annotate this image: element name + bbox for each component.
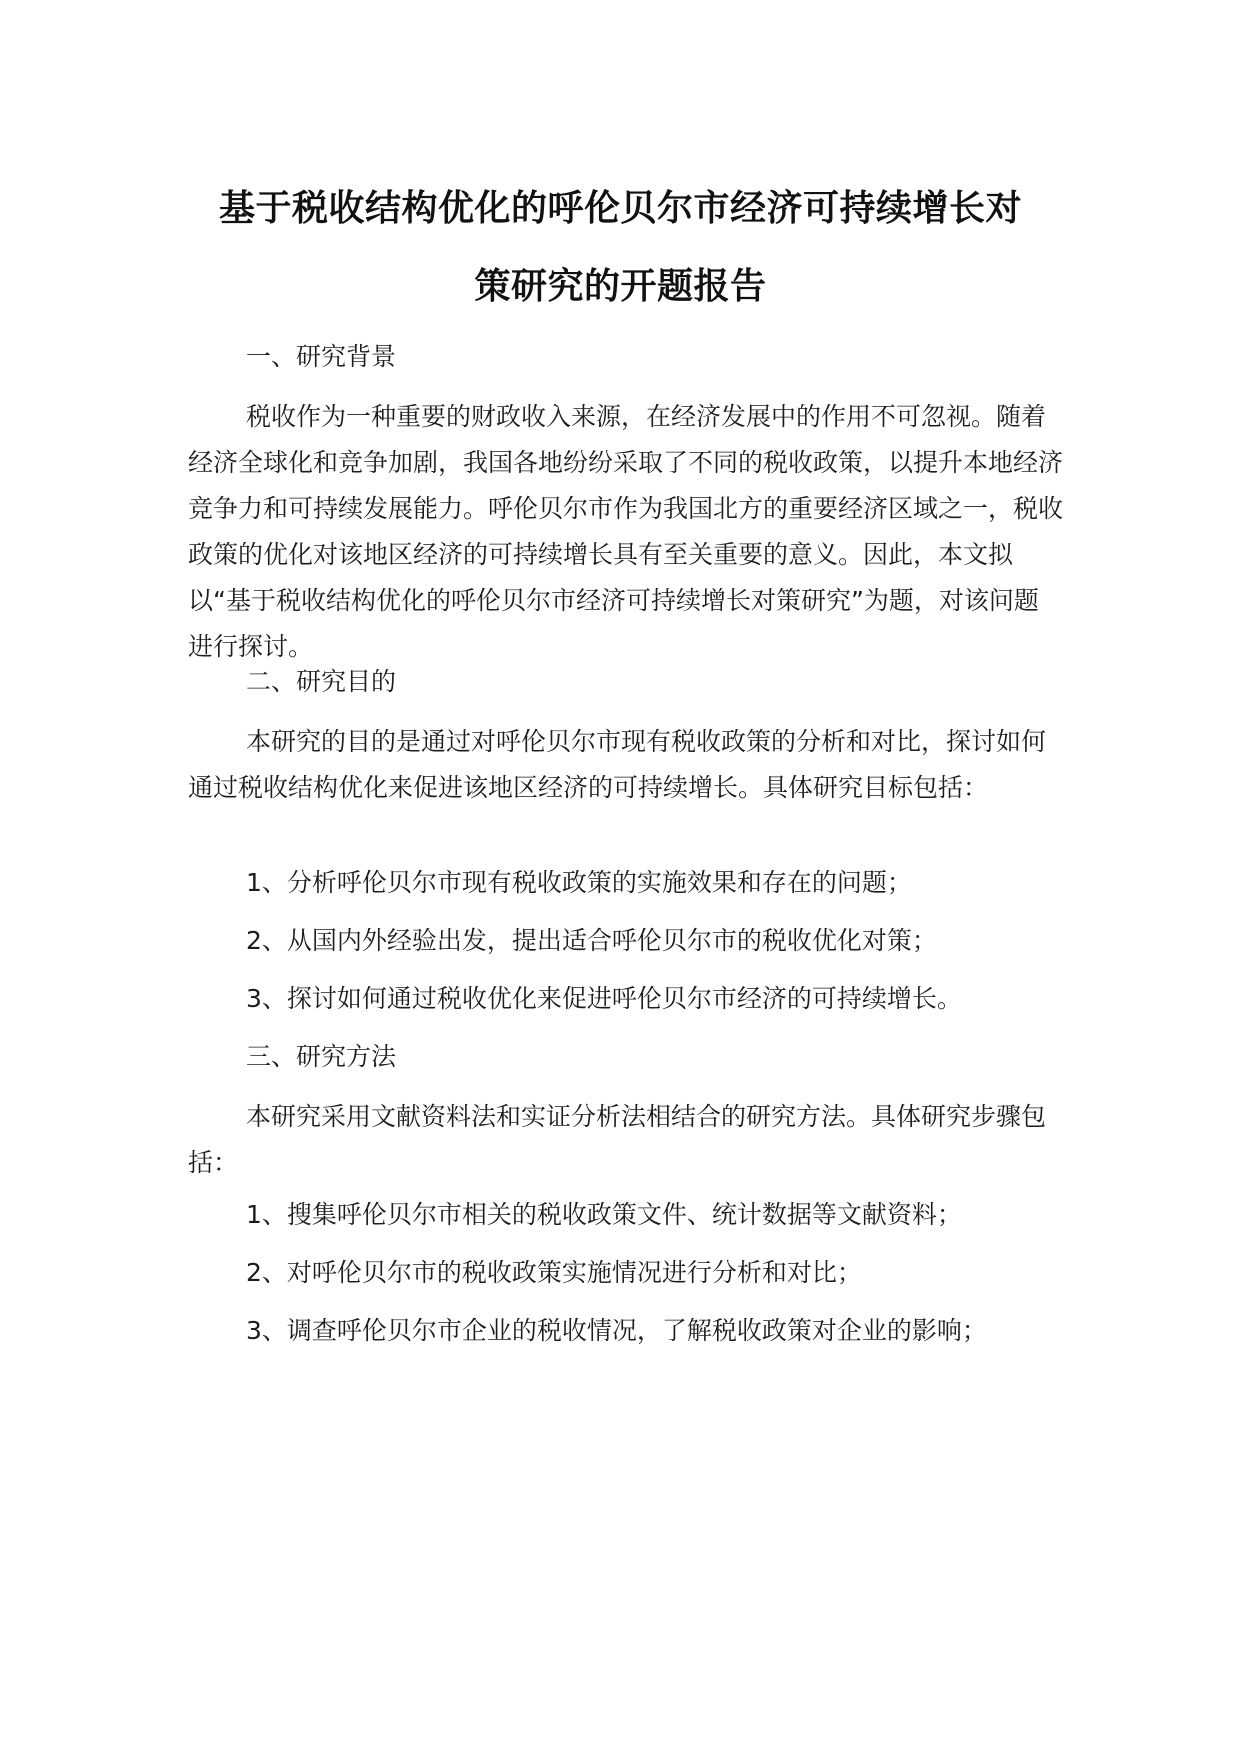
- list-item: 3、调查呼伦贝尔市企业的税收情况，了解税收政策对企业的影响；: [246, 1316, 987, 1345]
- section-heading-background: 一、研究背景: [246, 342, 397, 371]
- list-item: 3、探讨如何通过税收优化来促进呼伦贝尔市经济的可持续增长。: [246, 984, 962, 1013]
- section-body-method: 本研究采用文献资料法和实证分析法相结合的研究方法。具体研究步骤包括：: [188, 1102, 1047, 1177]
- list-item: 1、分析呼伦贝尔市现有税收政策的实施效果和存在的问题；: [246, 868, 912, 897]
- document-title-line-2: 策研究的开题报告: [474, 266, 767, 307]
- list-item: 1、搜集呼伦贝尔市相关的税收政策文件、统计数据等文献资料；: [246, 1200, 962, 1229]
- section-heading-purpose: 二、研究目的: [246, 667, 397, 696]
- list-item: 2、对呼伦贝尔市的税收政策实施情况进行分析和对比；: [246, 1258, 862, 1287]
- section-body-purpose: 本研究的目的是通过对呼伦贝尔市现有税收政策的分析和对比，探讨如何通过税收结构优化来促进该地区经济的可持续增长。具体研究目标包括：: [188, 727, 1047, 802]
- section-heading-method: 三、研究方法: [246, 1042, 397, 1071]
- list-item: 2、从国内外经验出发，提出适合呼伦贝尔市的税收优化对策；: [246, 926, 937, 955]
- document-title-line-1: 基于税收结构优化的呼伦贝尔市经济可持续增长对: [218, 188, 1022, 229]
- section-body-background: 税收作为一种重要的财政收入来源，在经济发展中的作用不可忽视。随着经济全球化和竞争加剧，我国各地纷纷采取了不同的税收政策，以提升本地经济竞争力和可持续发展能力。呼伦贝尔市作为我国北方的重要经济区域之一，税收政策的优化对该地区经济的可持续增长具有至关重要的意义。因此，本文拟以“基于税收结构优化的呼伦贝尔市经济可持续增长对策研究”为题，对该问题进行探讨。: [188, 402, 1064, 661]
